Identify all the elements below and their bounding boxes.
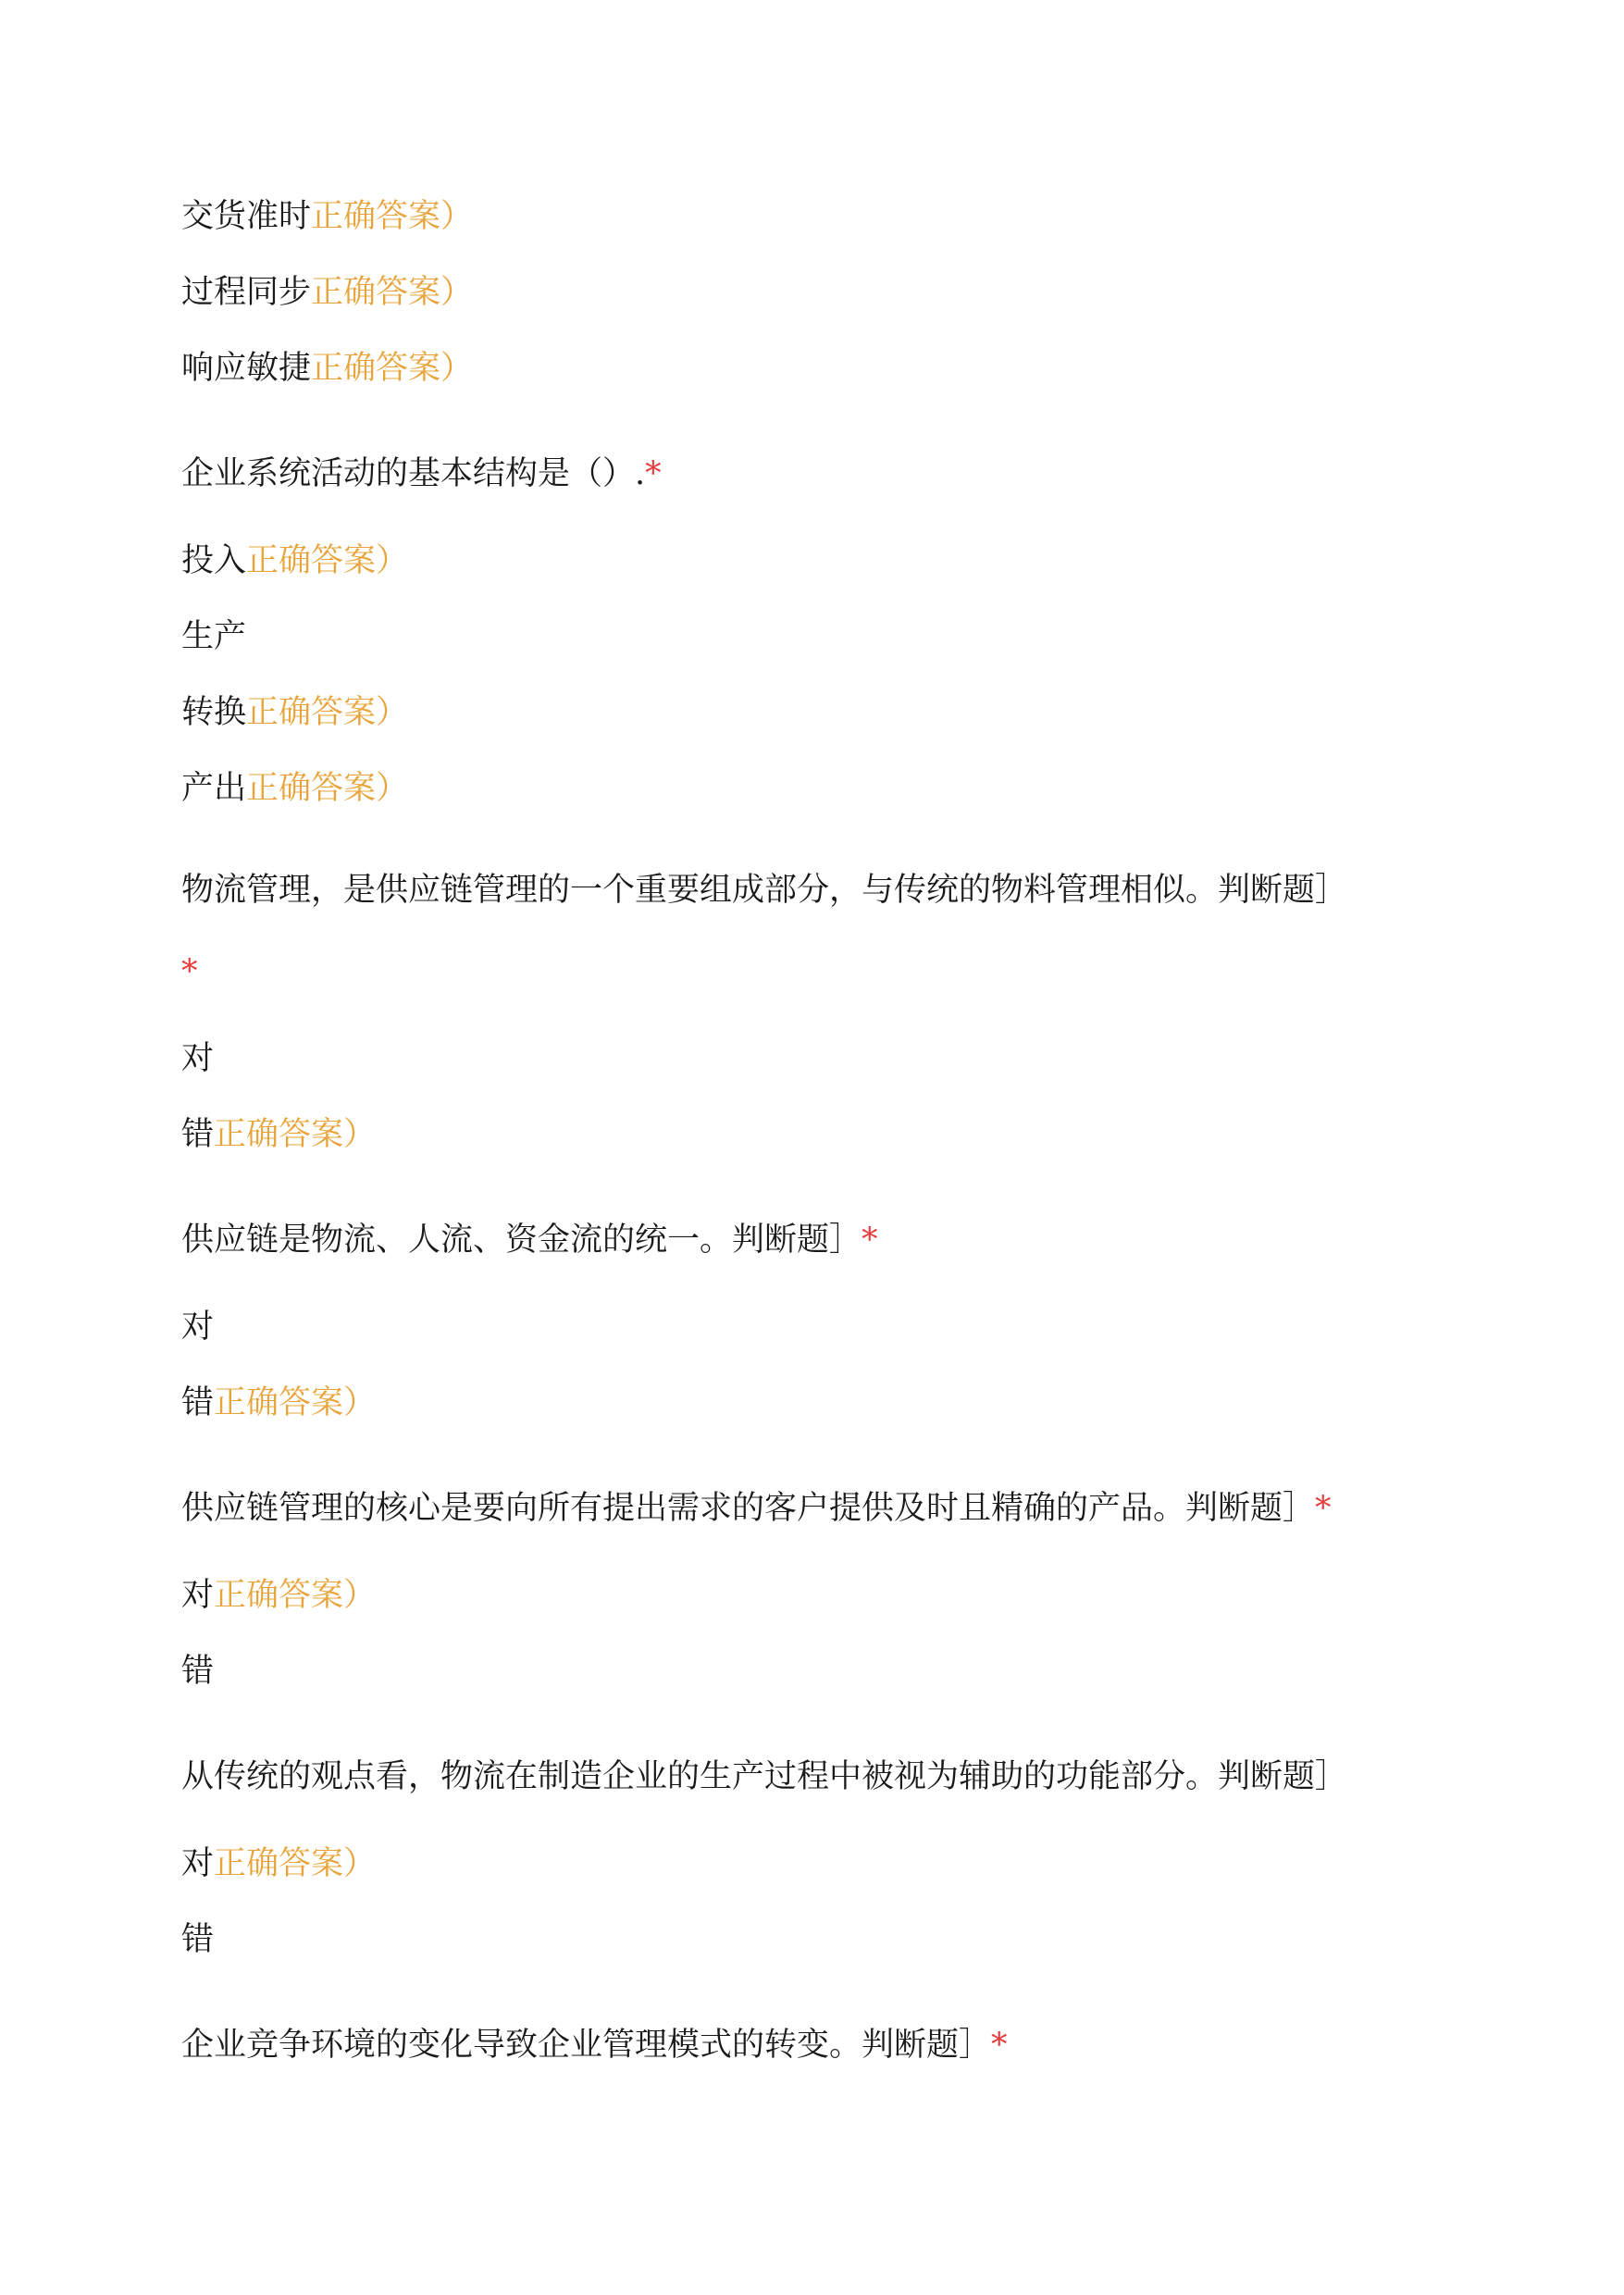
question-6-text bbox=[181, 2025, 1008, 2066]
option-label: 错 bbox=[181, 1921, 215, 1958]
question-text: 从传统的观点看，物流在制造企业的生产过程中被视为辅助的功能部分。判断题］ bbox=[181, 1758, 1348, 1795]
correct-answer-tag: 正确答案） bbox=[311, 274, 474, 311]
option-shengchan[interactable] bbox=[181, 616, 246, 657]
correct-answer-tag: 正确答案） bbox=[214, 1116, 377, 1153]
question-text: 供应链是物流、人流、资金流的统一。判断题］ bbox=[181, 1222, 862, 1259]
required-star: * bbox=[1315, 1490, 1332, 1527]
option-dui[interactable] bbox=[181, 1575, 376, 1616]
question-2-required bbox=[181, 951, 198, 992]
option-label: 错 bbox=[181, 1116, 215, 1153]
option-chanchu[interactable] bbox=[181, 768, 408, 809]
option-label: 对 bbox=[181, 1309, 215, 1346]
option-label: 转换 bbox=[181, 694, 247, 731]
option-cuo[interactable] bbox=[181, 1651, 214, 1692]
option-dui[interactable] bbox=[181, 1038, 214, 1079]
required-star: * bbox=[991, 2027, 1008, 2064]
correct-answer-tag: 正确答案） bbox=[311, 198, 474, 235]
option-cuo[interactable] bbox=[181, 1114, 376, 1155]
option-label: 对 bbox=[181, 1040, 215, 1077]
correct-answer-tag: 正确答案） bbox=[214, 1577, 377, 1614]
question-4-text bbox=[181, 1488, 1332, 1529]
option-label: 错 bbox=[181, 1653, 215, 1690]
question-5-text bbox=[181, 1756, 1347, 1797]
option-label: 对 bbox=[181, 1577, 215, 1614]
required-star: * bbox=[645, 455, 662, 492]
correct-answer-tag: 正确答案） bbox=[214, 1845, 377, 1882]
option-label: 响应敏捷 bbox=[181, 350, 312, 387]
correct-answer-tag: 正确答案） bbox=[246, 694, 409, 731]
option-label: 交货准时 bbox=[181, 198, 312, 235]
required-star: * bbox=[862, 1222, 878, 1259]
correct-answer-tag: 正确答案） bbox=[246, 542, 409, 579]
option-label: 投入 bbox=[181, 542, 247, 579]
option-label: 过程同步 bbox=[181, 274, 312, 311]
option-cuo[interactable] bbox=[181, 1383, 376, 1423]
option-touru[interactable] bbox=[181, 540, 408, 581]
option-xiangying-minjie[interactable] bbox=[181, 348, 473, 389]
option-label: 对 bbox=[181, 1845, 215, 1882]
option-jiaohuo-zhunshi[interactable] bbox=[181, 196, 473, 237]
option-guocheng-tongbu[interactable] bbox=[181, 272, 473, 313]
question-3-text bbox=[181, 1220, 878, 1260]
option-dui[interactable] bbox=[181, 1843, 376, 1884]
option-label: 生产 bbox=[181, 618, 247, 655]
option-dui[interactable] bbox=[181, 1307, 214, 1347]
option-label: 产出 bbox=[181, 770, 247, 807]
question-text: 供应链管理的核心是要向所有提出需求的客户提供及时且精确的产品。判断题］ bbox=[181, 1490, 1316, 1527]
option-zhuanhuan[interactable] bbox=[181, 692, 408, 733]
option-label: 错 bbox=[181, 1384, 215, 1421]
question-text: 企业系统活动的基本结构是（）. bbox=[181, 455, 646, 492]
option-cuo[interactable] bbox=[181, 1919, 214, 1960]
correct-answer-tag: 正确答案） bbox=[246, 770, 409, 807]
question-text: 物流管理，是供应链管理的一个重要组成部分，与传统的物料管理相似。判断题］ bbox=[181, 872, 1348, 909]
correct-answer-tag: 正确答案） bbox=[214, 1384, 377, 1421]
correct-answer-tag: 正确答案） bbox=[311, 350, 474, 387]
question-1-text bbox=[181, 453, 662, 494]
question-text: 企业竞争环境的变化导致企业管理模式的转变。判断题］ bbox=[181, 2027, 992, 2064]
question-2-text bbox=[181, 870, 1347, 911]
required-star: * bbox=[181, 953, 198, 990]
